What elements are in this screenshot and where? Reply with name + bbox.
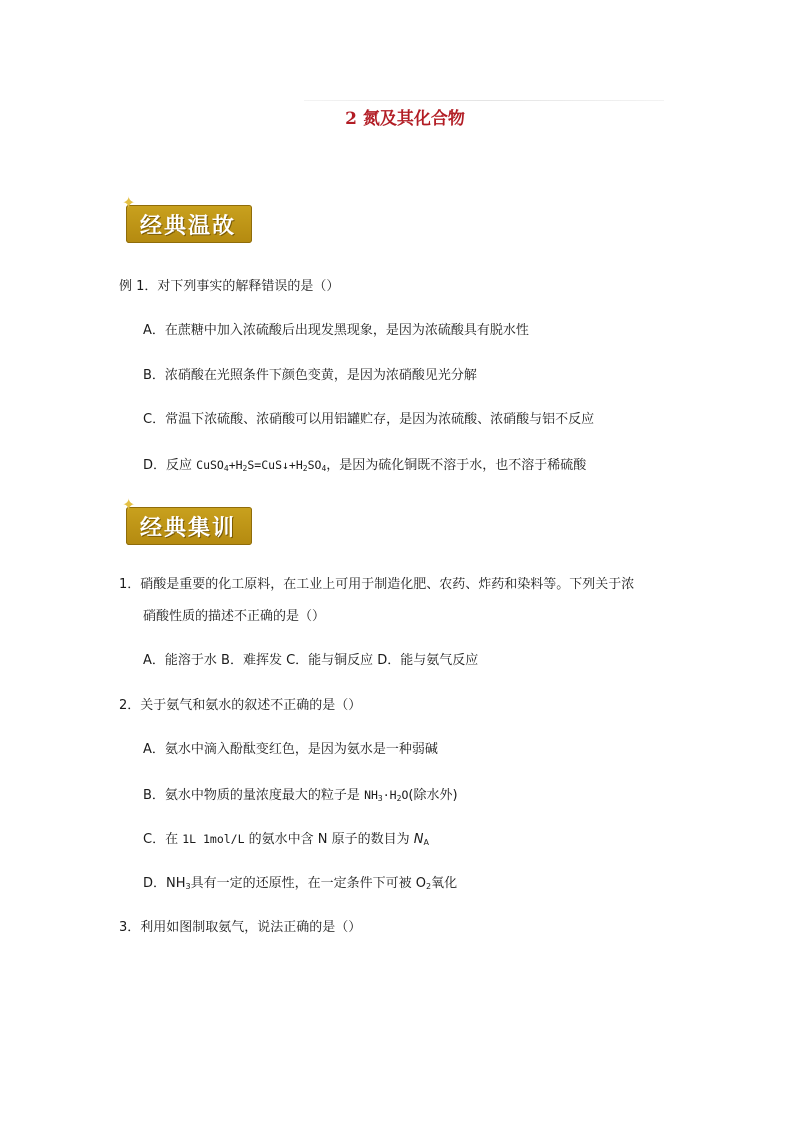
chemical-equation: $CuSO_4+H_2S=CuS↓+H_2SO_4$ bbox=[196, 458, 327, 473]
chemical-formula: $NH_3\cdot H_2O$ bbox=[364, 788, 409, 803]
banner-label: 经典温故 bbox=[140, 213, 237, 239]
q3-stem: 3．利用如图制取氨气，说法正确的是（） bbox=[119, 920, 362, 935]
star-icon: ✦ bbox=[122, 495, 136, 514]
star-icon: ✦ bbox=[122, 193, 136, 212]
q1-options: A．能溶于水 B．难挥发 C．能与铜反应 D．能与氨气反应 bbox=[143, 653, 479, 668]
q1-stem-line2: 硝酸性质的描述不正确的是（） bbox=[143, 609, 326, 624]
section-banner-practice bbox=[122, 495, 252, 545]
example1-option-b: B．浓硝酸在光照条件下颜色变黄，是因为浓硝酸见光分解 bbox=[143, 368, 477, 383]
example1-option-d: D．反应 $CuSO_4+H_2S=CuS↓+H_2SO_4$，是因为硫化铜既不溶于水，也不溶于稀硫酸 bbox=[143, 458, 587, 473]
q2-option-b: B．氨水中物质的量浓度最大的粒子是 $NH_3\cdot H_2O$(除水外) bbox=[143, 788, 458, 803]
q2-option-c: C．在 1L 1mol/L 的氨水中含 N 原子的数目为 $N_A$ bbox=[143, 832, 430, 847]
banner-label: 经典集训 bbox=[140, 515, 237, 541]
section-banner-review bbox=[122, 193, 252, 243]
q2-option-a: A．氨水中滴入酚酞变红色，是因为氨水是一种弱碱 bbox=[143, 742, 438, 757]
example1-option-a: A．在蔗糖中加入浓硫酸后出现发黑现象，是因为浓硫酸具有脱水性 bbox=[143, 323, 529, 338]
q1-stem-line1: 1．硝酸是重要的化工原料，在工业上可用于制造化肥、农药、炸药和染料等。下列关于浓 bbox=[119, 577, 635, 592]
page-title: 2 氮及其化合物 bbox=[345, 109, 465, 129]
example1-option-c: C．常温下浓硫酸、浓硝酸可以用铝罐贮存，是因为浓硫酸、浓硝酸与铝不反应 bbox=[143, 412, 595, 427]
example1-stem: 例 1．对下列事实的解释错误的是（） bbox=[119, 279, 340, 294]
q2-stem: 2．关于氨气和氨水的叙述不正确的是（） bbox=[119, 698, 362, 713]
header-rule bbox=[304, 100, 664, 101]
q2-option-d: D．$NH_3$具有一定的还原性，在一定条件下可被 $O_2$氧化 bbox=[143, 876, 458, 891]
